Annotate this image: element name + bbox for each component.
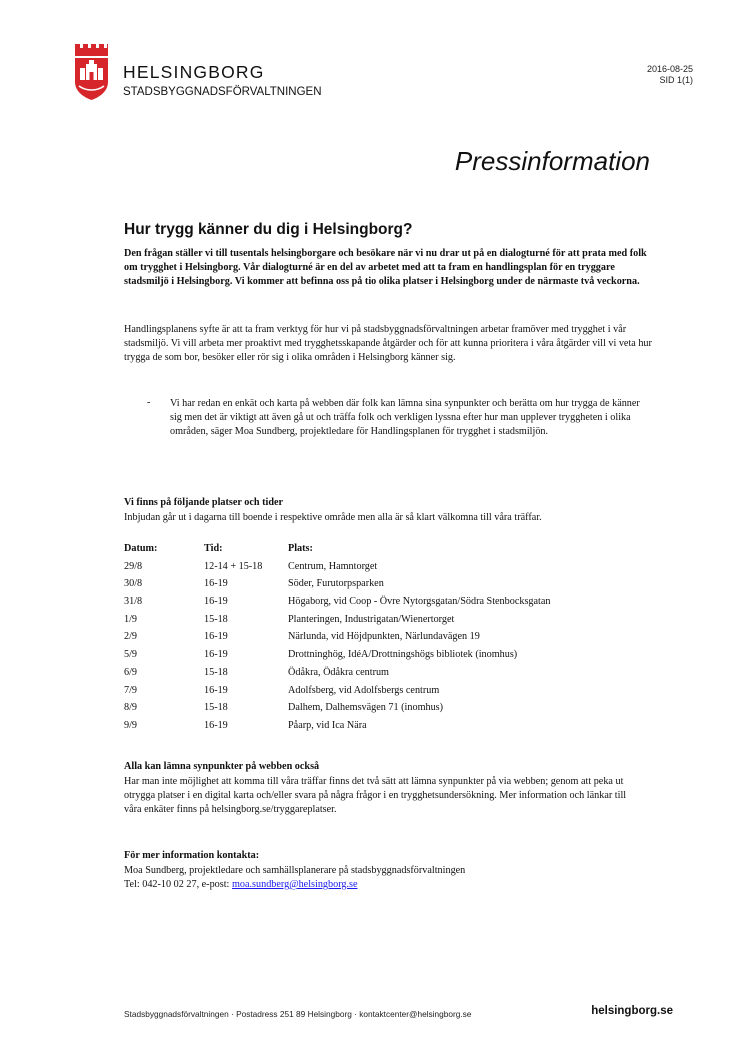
quote-dash: - bbox=[147, 397, 151, 408]
document-meta bbox=[647, 64, 693, 86]
headline: Hur trygg känner du dig i Helsingborg? bbox=[124, 221, 413, 238]
contact-email-link[interactable]: moa.sundberg@helsingborg.se bbox=[231, 879, 358, 890]
place-cell: Drottninghög, IdéA/Drottningshögs bibliotek (inomhus) bbox=[288, 649, 518, 661]
table-row bbox=[124, 614, 648, 632]
table-row bbox=[124, 561, 648, 579]
schedule-table bbox=[124, 543, 648, 738]
table-row bbox=[124, 578, 648, 596]
date-cell: 31/8 bbox=[124, 596, 143, 608]
places-section-intro: Inbjudan går ut i dagarna till boende i respektive område men alla är så klart välkomna till våra träffar. bbox=[124, 512, 542, 523]
time-cell: 16-19 bbox=[204, 578, 228, 590]
date-cell: 9/9 bbox=[124, 719, 138, 731]
place-cell: Närlunda, vid Höjdpunkten, Närlundavägen 19 bbox=[288, 631, 480, 643]
column-header-time: Tid: bbox=[204, 543, 223, 554]
document-type: Pressinformation bbox=[454, 146, 650, 176]
quote-paragraph: Vi har redan en enkät och karta på webben där folk kan lämna sina synpunkter och berätta om hur trygga de känner sig men det är viktigt att även gå ut och träffa folk och verkligen lyssna efter hur man upplever tryggheten i olika områden, säger Moa Sundberg, projektledare för Handlingsplanen för trygghet i stadsmiljön. bbox=[170, 398, 640, 437]
place-cell: Söder, Furutorpsparken bbox=[288, 578, 384, 590]
helsingborg-logo-icon bbox=[74, 44, 108, 100]
footer-address: Stadsbyggnadsförvaltningen · Postadress 251 89 Helsingborg · kontaktcenter@helsingborg.se bbox=[124, 1009, 472, 1019]
schedule-header-row bbox=[124, 543, 648, 561]
footer-site: helsingborg.se bbox=[591, 1005, 673, 1017]
brand-subtitle: STADSBYGGNADSFÖRVALTNINGEN bbox=[123, 86, 322, 98]
time-cell: 16-19 bbox=[204, 719, 228, 731]
date-cell: 29/8 bbox=[124, 560, 143, 572]
time-cell: 16-19 bbox=[204, 631, 228, 643]
column-header-place: Plats: bbox=[288, 543, 313, 554]
web-section-text: Har man inte möjlighet att komma till våra träffar finns det två sätt att lämna synpunkter på via webben; genom att peka ut otrygga platser i en digital karta och/eller svara på några frågor i en trygghetsundersökning. Mer information och länkar till våra enkäter finns på helsingborg.se/tryggareplatser. bbox=[124, 776, 627, 815]
column-header-date: Datum: bbox=[124, 543, 158, 554]
table-row bbox=[124, 649, 648, 667]
place-cell: Högaborg, vid Coop - Övre Nytorgsgatan/Södra Stenbocksgatan bbox=[288, 596, 551, 608]
contact-details bbox=[124, 878, 644, 892]
table-row bbox=[124, 685, 648, 703]
contact-phone: Tel: 042-10 02 27, e-post: bbox=[124, 879, 232, 890]
brand-name: HELSINGBORG bbox=[123, 62, 265, 82]
date-cell: 1/9 bbox=[124, 613, 138, 625]
web-section-title: Alla kan lämna synpunkter på webben också bbox=[124, 761, 320, 772]
date-cell: 7/9 bbox=[124, 684, 138, 696]
place-cell: Påarp, vid Ica Nära bbox=[288, 719, 367, 731]
places-section-title: Vi finns på följande platser och tider bbox=[124, 497, 284, 508]
lead-paragraph: Den frågan ställer vi till tusentals helsingborgare och besökare när vi nu drar ut på en dialogturné för att prata med folk om trygghet i Helsingborg. Vår dialogturné är en del av arbetet med att ta fram en handlingsplan för en tryggare stadsmiljö i Helsingborg. Vi kommer att befinna oss på tio olika platser i Helsingborg under de närmaste två veckorna. bbox=[124, 248, 647, 287]
contact-person: Moa Sundberg, projektledare och samhällsplanerare på stadsbyggnadsförvaltningen bbox=[124, 865, 466, 876]
time-cell: 16-19 bbox=[204, 596, 228, 608]
document-date: 2016-08-25 bbox=[646, 64, 693, 74]
table-row bbox=[124, 667, 648, 685]
table-row bbox=[124, 596, 648, 614]
time-cell: 15-18 bbox=[204, 702, 228, 714]
date-cell: 5/9 bbox=[124, 649, 138, 661]
time-cell: 15-18 bbox=[204, 666, 228, 678]
contact-title: För mer information kontakta: bbox=[124, 850, 260, 861]
body-paragraph: Handlingsplanens syfte är att ta fram verktyg för hur vi på stadsbyggnadsförvaltningen arbetar framöver med trygghet i vår stadsmiljö. Vi vill arbeta mer proaktivt med trygghetsskapande åtgärder och för att kunna prioritera i våra åtgärder vill vi veta hur trygga de som bor, besöker eller rör sig i olika områden i Helsingborg känner sig. bbox=[124, 324, 652, 363]
date-cell: 8/9 bbox=[124, 702, 138, 714]
table-row bbox=[124, 720, 648, 738]
table-row bbox=[124, 631, 648, 649]
table-row bbox=[124, 702, 648, 720]
time-cell: 12-14 + 15-18 bbox=[204, 560, 263, 572]
page-number: SID 1(1) bbox=[659, 75, 693, 85]
time-cell: 16-19 bbox=[204, 684, 228, 696]
date-cell: 2/9 bbox=[124, 631, 138, 643]
date-cell: 30/8 bbox=[124, 578, 143, 590]
place-cell: Ödåkra, Ödåkra centrum bbox=[288, 666, 389, 678]
time-cell: 16-19 bbox=[204, 649, 228, 661]
place-cell: Planteringen, Industrigatan/Wienertorget bbox=[288, 613, 455, 625]
time-cell: 15-18 bbox=[204, 613, 228, 625]
date-cell: 6/9 bbox=[124, 666, 138, 678]
place-cell: Centrum, Hamntorget bbox=[288, 560, 378, 572]
place-cell: Adolfsberg, vid Adolfsbergs centrum bbox=[288, 684, 440, 696]
place-cell: Dalhem, Dalhemsvägen 71 (inomhus) bbox=[288, 702, 444, 714]
